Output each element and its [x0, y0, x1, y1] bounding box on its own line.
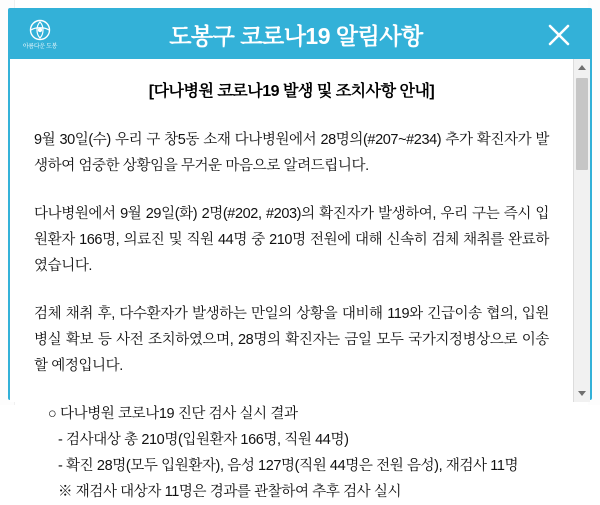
close-icon[interactable]	[540, 16, 578, 54]
test-result-list	[34, 401, 549, 505]
modal-title: 도봉구 코로나19 알림사항	[169, 23, 423, 49]
test-result-heading: ○ 다나병원 코로나19 진단 검사 실시 결과	[48, 406, 298, 422]
test-result-item-3: ※ 재검사 대상자 11명은 경과를 관찰하여 추후 검사 실시	[58, 484, 402, 500]
notice-heading: [다나병원 코로나19 발생 및 조치사항 안내]	[148, 83, 435, 100]
scroll-up-arrow	[578, 65, 586, 70]
notice-paragraph-2: 다나병원에서 9월 29일(화) 2명(#202, #203)의 확진자가 발생하여, 우리 구는 즉시 입원환자 166명, 의료진 및 직원 44명 중 210명 전원에 대해 신속히 검체 채취를 완료하였습니다.	[34, 206, 549, 274]
district-logo-label: 아름다운 도봉	[22, 43, 58, 50]
scroll-down-arrow	[578, 391, 586, 396]
notice-paragraph-1: 9월 30일(수) 우리 구 창5동 소재 다나병원에서 28명의(#207~#234) 추가 확진자가 발생하여 엄중한 상황임을 무거운 마음으로 알려드립니다.	[34, 132, 549, 174]
notice-modal	[8, 8, 592, 500]
test-result-item-2: - 확진 28명(모두 입원환자), 음성 127명(직원 44명은 전원 음성), 재검사 11명	[58, 458, 519, 474]
vertical-scrollbar[interactable]	[573, 59, 590, 402]
chevron-up-icon[interactable]	[574, 59, 590, 76]
test-result-item-1: - 검사대상 총 210명(입원환자 166명, 직원 44명)	[58, 432, 349, 448]
notice-content	[10, 59, 573, 500]
scroll-thumb[interactable]	[576, 78, 588, 170]
modal-body	[10, 59, 590, 500]
chevron-down-icon[interactable]	[574, 385, 590, 402]
modal-titlebar	[10, 10, 590, 59]
notice-paragraph-3: 검체 채취 후, 다수환자가 발생하는 만일의 상황을 대비해 119와 긴급이송 협의, 입원병실 확보 등 사전 조치하였으며, 28명의 확진자는 금일 모두 국가지정병상으로 이송할 예정입니다.	[34, 306, 549, 374]
